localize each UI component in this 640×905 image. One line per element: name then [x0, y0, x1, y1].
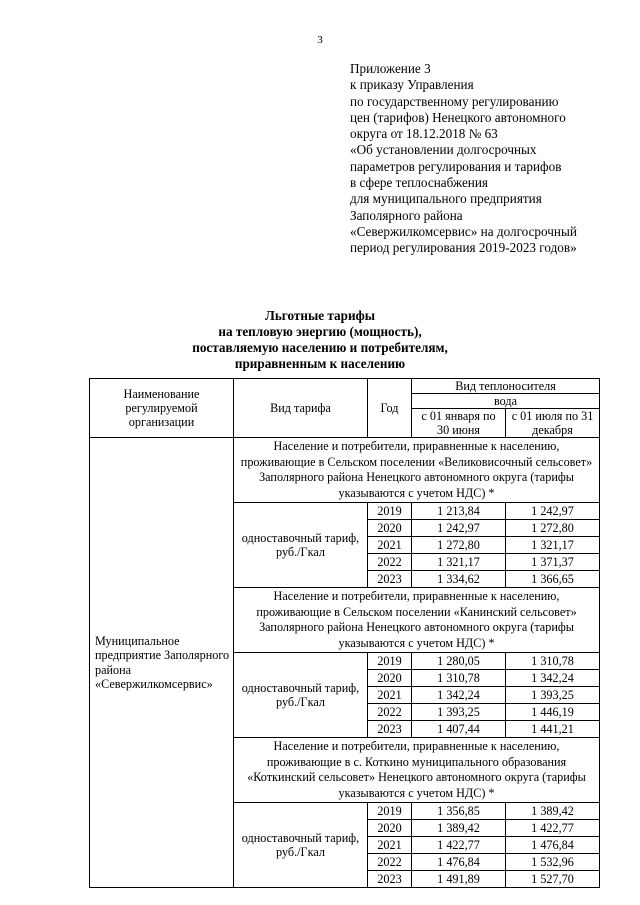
year-cell: 2021: [368, 837, 412, 854]
title-line: на тепловую энергию (мощность),: [218, 324, 422, 339]
appendix-line: «Об установлении долгосрочных: [350, 142, 537, 158]
appendix-line: по государственному регулированию: [350, 93, 559, 109]
tariff-value-h2: 1 527,70: [506, 871, 600, 888]
tariff-value-h2: 1 422,77: [506, 820, 600, 837]
tariff-value-h2: 1 366,65: [506, 571, 600, 588]
title-line: поставляемую населению и потребителям,: [192, 340, 448, 355]
tariff-type-cell: одноставочный тариф, руб./Гкал: [234, 803, 368, 888]
year-cell: 2020: [368, 820, 412, 837]
section-description: Население и потребители, приравненные к населению, проживающие в Сельском поселении «Канинский сельсовет» Заполярного района Ненецкого автономного округа (тарифы указываются с учетом НДС) *: [234, 588, 600, 653]
year-cell: 2021: [368, 537, 412, 554]
year-cell: 2023: [368, 721, 412, 738]
year-cell: 2023: [368, 571, 412, 588]
section-description: Население и потребители, приравненные к населению, проживающие в Сельском поселении «Великовисочный сельсовет» Заполярного района Ненецкого автономного округа (тарифы указываются с учетом НДС) *: [234, 438, 600, 503]
year-cell: 2020: [368, 670, 412, 687]
tariff-value-h2: 1 446,19: [506, 704, 600, 721]
appendix-line: для муниципального предприятия: [350, 191, 542, 207]
tariff-value-h2: 1 310,78: [506, 653, 600, 670]
appendix-line: параметров регулирования и тарифов: [350, 158, 562, 174]
tariff-value-h2: 1 272,80: [506, 520, 600, 537]
tariff-value-h1: 1 213,84: [412, 503, 506, 520]
appendix-line: округа от 18.12.2018 № 63: [350, 126, 498, 142]
year-cell: 2019: [368, 503, 412, 520]
section-description: Население и потребители, приравненные к населению, проживающие в с. Коткино муниципального образования «Коткинский сельсовет» Ненецкого автономного округа (тарифы указываются с учетом НДС) *: [234, 738, 600, 803]
tariff-value-h1: 1 310,78: [412, 670, 506, 687]
header-carrier: Вид теплоносителя: [412, 379, 600, 394]
tariff-table: [89, 378, 600, 888]
appendix-line: «Севержилкомсервис» на долгосрочный: [350, 223, 577, 239]
tariff-value-h1: 1 393,25: [412, 704, 506, 721]
tariff-value-h1: 1 272,80: [412, 537, 506, 554]
tariff-value-h2: 1 389,42: [506, 803, 600, 820]
header-period-2: с 01 июля по 31 декабря: [506, 409, 600, 438]
tariff-value-h1: 1 242,97: [412, 520, 506, 537]
appendix-header: [350, 61, 635, 257]
tariff-value-h1: 1 407,44: [412, 721, 506, 738]
tariff-value-h1: 1 356,85: [412, 803, 506, 820]
tariff-value-h2: 1 476,84: [506, 837, 600, 854]
tariff-value-h2: 1 242,97: [506, 503, 600, 520]
header-org: Наименование регулируемой организации: [90, 379, 234, 438]
appendix-line: к приказу Управления: [350, 77, 474, 93]
tariff-value-h1: 1 422,77: [412, 837, 506, 854]
title-line: приравненным к населению: [234, 356, 406, 371]
tariff-value-h1: 1 342,24: [412, 687, 506, 704]
year-cell: 2022: [368, 554, 412, 571]
tariff-value-h2: 1 393,25: [506, 687, 600, 704]
tariff-value-h1: 1 389,42: [412, 820, 506, 837]
tariff-value-h1: 1 321,17: [412, 554, 506, 571]
year-cell: 2019: [368, 803, 412, 820]
header-period-1: с 01 января по 30 июня: [412, 409, 506, 438]
appendix-line: цен (тарифов) Ненецкого автономного: [350, 109, 566, 125]
tariff-type-cell: одноставочный тариф, руб./Гкал: [234, 503, 368, 588]
page-number: 3: [317, 34, 323, 46]
tariff-value-h2: 1 342,24: [506, 670, 600, 687]
tariff-value-h1: 1 280,05: [412, 653, 506, 670]
tariff-value-h1: 1 476,84: [412, 854, 506, 871]
appendix-line: Приложение 3: [350, 61, 431, 76]
header-year: Год: [368, 379, 412, 438]
document-title: [150, 308, 490, 372]
year-cell: 2021: [368, 687, 412, 704]
year-cell: 2022: [368, 704, 412, 721]
appendix-line: период регулирования 2019-2023 годов»: [350, 240, 577, 256]
year-cell: 2022: [368, 854, 412, 871]
appendix-line: в сфере теплоснабжения: [350, 175, 488, 191]
tariff-value-h2: 1 371,37: [506, 554, 600, 571]
header-water: вода: [412, 394, 600, 409]
organization-name: Муниципальное предприятие Заполярного района «Севержилкомсервис»: [90, 438, 234, 888]
year-cell: 2023: [368, 871, 412, 888]
tariff-value-h1: 1 334,62: [412, 571, 506, 588]
tariff-value-h2: 1 532,96: [506, 854, 600, 871]
header-tariff-type: Вид тарифа: [234, 379, 368, 438]
appendix-line: Заполярного района: [350, 207, 463, 223]
tariff-value-h2: 1 321,17: [506, 537, 600, 554]
tariff-type-cell: одноставочный тариф, руб./Гкал: [234, 653, 368, 738]
year-cell: 2020: [368, 520, 412, 537]
year-cell: 2019: [368, 653, 412, 670]
tariff-value-h1: 1 491,89: [412, 871, 506, 888]
tariff-value-h2: 1 441,21: [506, 721, 600, 738]
title-line: Льготные тарифы: [265, 308, 375, 323]
